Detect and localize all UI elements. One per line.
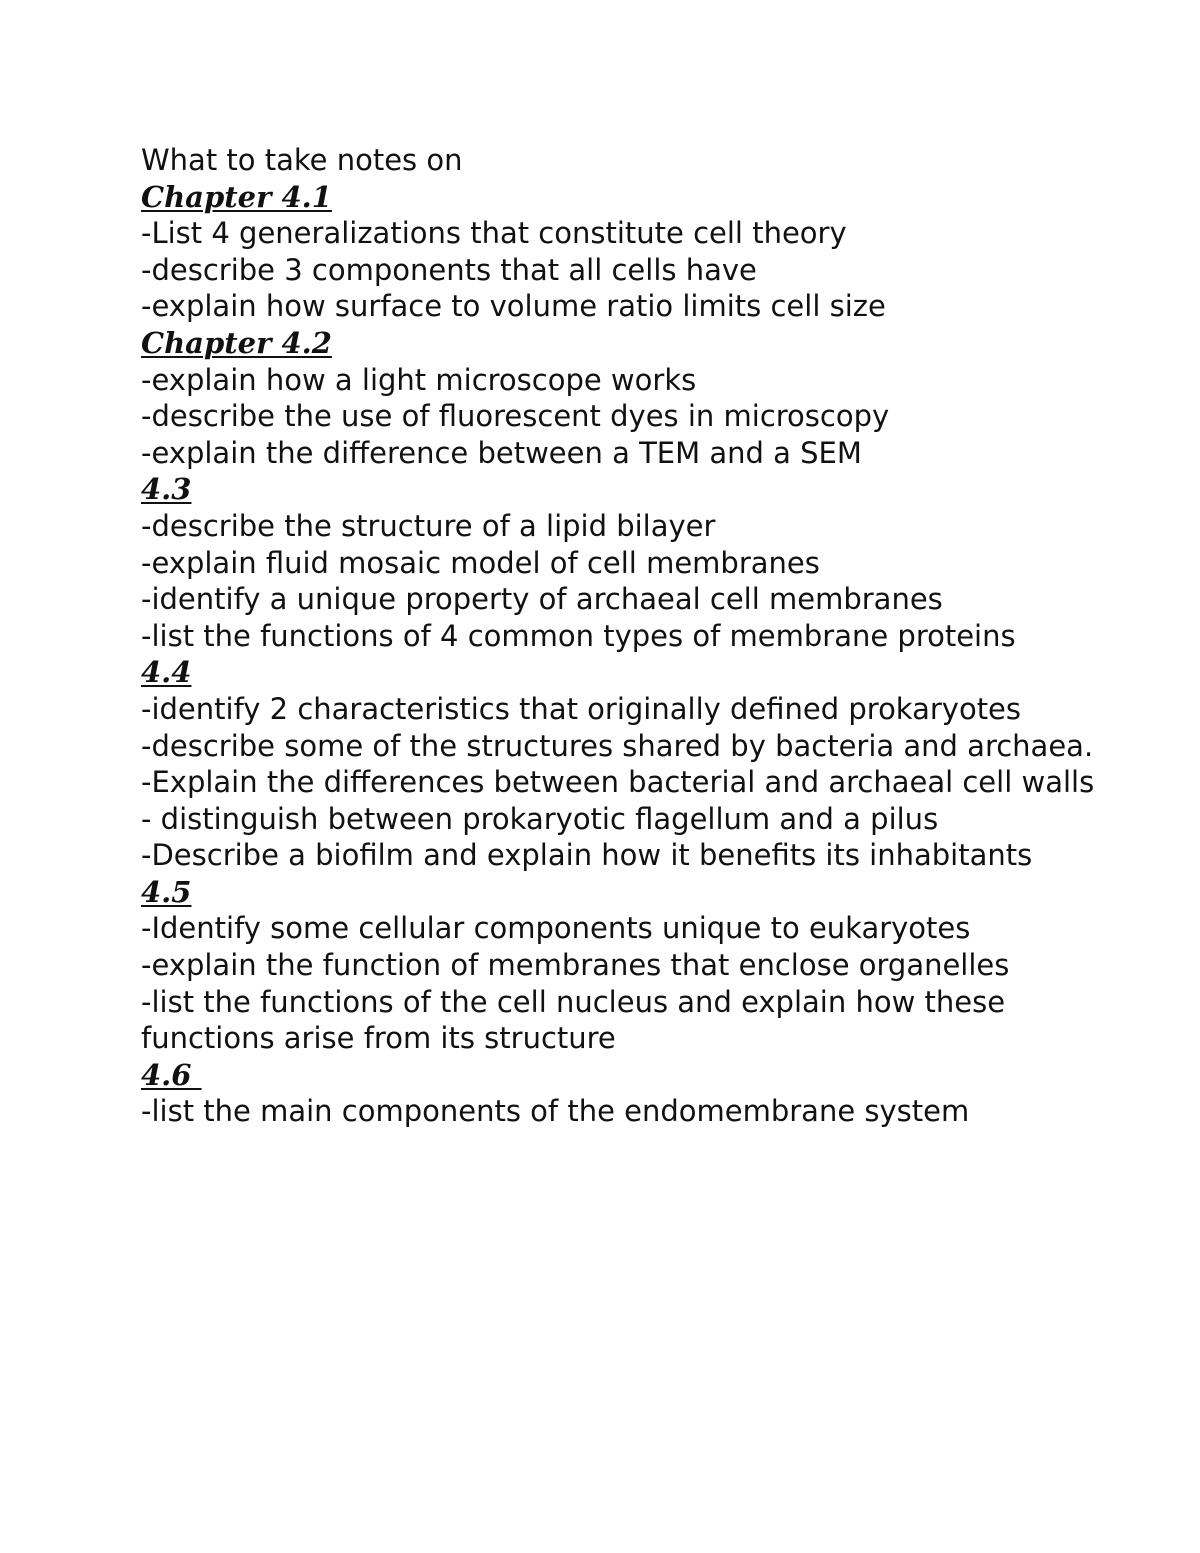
section-heading-4-6: 4.6 <box>141 1057 202 1092</box>
section-heading-4-3: 4.3 <box>141 472 192 507</box>
section-heading-4-1: Chapter 4.1 <box>141 179 332 214</box>
document-title: What to take notes on <box>141 143 463 177</box>
document-body <box>141 142 1141 1130</box>
list-item: -list the main components of the endomembrane system <box>141 1094 970 1129</box>
list-item: -describe 3 components that all cells have <box>141 252 757 287</box>
list-item: -List 4 generalizations that constitute cell theory <box>141 216 847 251</box>
list-item: -describe the use of fluorescent dyes in microscopy <box>141 399 890 434</box>
list-item: -explain how surface to volume ratio limits cell size <box>141 289 886 324</box>
section-heading-4-2: Chapter 4.2 <box>141 325 332 360</box>
list-item: -describe some of the structures shared by bacteria and archaea. <box>141 728 1094 763</box>
list-item: -describe the structure of a lipid bilayer <box>141 508 716 543</box>
list-item: -explain how a light microscope works <box>141 362 697 397</box>
list-item: -identify a unique property of archaeal cell membranes <box>141 582 943 617</box>
list-item: -explain fluid mosaic model of cell membranes <box>141 545 820 580</box>
list-item: -identify 2 characteristics that originally defined prokaryotes <box>141 691 1022 726</box>
list-item: -list the functions of the cell nucleus and explain how these functions arise from its structure <box>141 984 1015 1056</box>
section-heading-4-5: 4.5 <box>141 874 192 909</box>
list-item: -Describe a biofilm and explain how it benefits its inhabitants <box>141 838 1033 873</box>
list-item: -explain the difference between a TEM and a SEM <box>141 435 862 470</box>
list-item: -list the functions of 4 common types of membrane proteins <box>141 618 1016 653</box>
list-item: -Identify some cellular components unique to eukaryotes <box>141 911 971 946</box>
list-item: -explain the function of membranes that enclose organelles <box>141 948 1010 983</box>
list-item: - distinguish between prokaryotic flagellum and a pilus <box>141 801 939 836</box>
list-item: -Explain the differences between bacterial and archaeal cell walls <box>141 765 1095 800</box>
section-heading-4-4: 4.4 <box>141 655 192 690</box>
